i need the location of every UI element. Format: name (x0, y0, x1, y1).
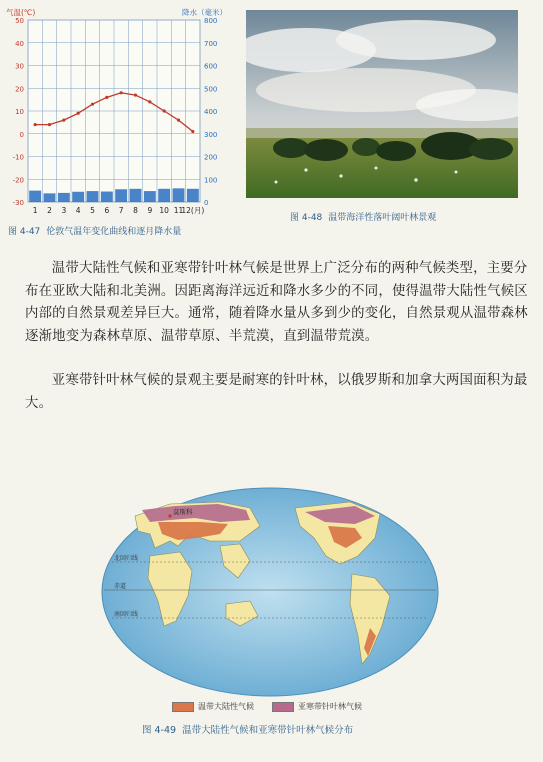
temperature-point (163, 109, 166, 112)
moscow-label: 莫斯科 (173, 508, 193, 516)
precipitation-tick-label: 600 (204, 62, 218, 71)
precipitation-tick-label: 300 (204, 130, 218, 139)
precipitation-tick-label: 500 (204, 85, 218, 94)
precipitation-tick-label: 0 (204, 199, 209, 207)
month-tick-label: 12(月) (181, 206, 205, 215)
moscow-marker (168, 514, 171, 517)
subarctic-label: 亚寒带针叶林气候 (298, 702, 362, 711)
precipitation-bar (58, 193, 70, 202)
tropic-capricorn-label: 南回归线 (114, 611, 139, 618)
world-climate-map (100, 486, 440, 698)
temperature-point (134, 93, 137, 96)
fig47-text: 伦敦气温年变化曲线和逐月降水量 (46, 227, 182, 237)
fig47-caption (8, 224, 181, 237)
london-climate-chart (0, 0, 240, 240)
fig47-number: 图 4-47 (8, 227, 41, 237)
temperature-tick-label: 50 (15, 17, 24, 25)
temperature-tick-label: -30 (12, 199, 24, 207)
temperature-point (77, 112, 80, 115)
body-paragraph-2: 亚寒带针叶林气候的景观主要是耐寒的针叶林，以俄罗斯和加拿大两国面积为最大。 (25, 373, 528, 411)
fig49-caption (142, 722, 353, 736)
month-tick-label: 6 (104, 206, 110, 215)
precipitation-axis-label: 降水（毫米） (182, 8, 227, 17)
precipitation-bar (101, 192, 113, 202)
temperate-continental-label: 温带大陆性气候 (198, 702, 254, 711)
precipitation-bar (173, 188, 185, 202)
precipitation-bar (72, 192, 84, 202)
precipitation-tick-label: 100 (204, 176, 218, 185)
temperature-tick-label: -10 (12, 153, 24, 162)
temperature-point (62, 119, 65, 122)
fig48-number: 图 4-48 (290, 213, 323, 223)
precipitation-bar (44, 193, 56, 202)
temperature-point (120, 91, 123, 94)
precipitation-tick-label: 200 (204, 153, 218, 162)
temperature-point (177, 119, 180, 122)
temperature-tick-label: 10 (15, 108, 24, 116)
tropic-cancer-label: 北回归线 (114, 555, 139, 562)
precipitation-bar (144, 191, 156, 202)
precipitation-tick-label: 400 (204, 108, 218, 116)
month-tick-label: 8 (133, 206, 138, 215)
temperature-tick-label: -20 (12, 176, 24, 185)
month-tick-label: 2 (47, 206, 52, 215)
subarctic-swatch (272, 702, 294, 712)
fig48-caption (290, 210, 436, 223)
legend-temperate-continental (172, 701, 254, 712)
month-tick-label: 3 (61, 206, 67, 215)
legend-subarctic (272, 701, 362, 712)
month-tick-label: 4 (75, 206, 81, 215)
month-tick-label: 7 (118, 206, 124, 215)
body-paragraph-1: 温带大陆性气候和亚寒带针叶林气候是世界上广泛分布的两种气候类型，主要分布在亚欧大陆和北美洲。因距离海洋远近和降水多少的不同，使得温带大陆性气候区内部的自然景观差异巨大。通常，随着降水量从多到少的变化，自然景观从温带森林逐渐地变为森林草原、温带草原、半荒漠，直到温带荒漠。 (25, 261, 528, 344)
precipitation-bar (87, 191, 99, 202)
month-tick-label: 1 (32, 206, 38, 215)
temperature-point (48, 123, 51, 126)
precipitation-tick-label: 800 (204, 17, 218, 25)
temperature-tick-label: 20 (15, 85, 24, 94)
month-tick-label: 5 (90, 206, 95, 215)
landscape-photo (246, 10, 518, 198)
precipitation-bar (187, 189, 199, 202)
month-tick-label: 11 (173, 206, 184, 215)
month-tick-label: 10 (159, 206, 169, 215)
precipitation-bar (115, 189, 127, 202)
temperature-point (105, 96, 108, 99)
temperate-continental-swatch (172, 702, 194, 712)
temperature-point (191, 130, 194, 133)
chart-grid (28, 20, 200, 202)
equator-label: 赤道 (114, 583, 127, 590)
temperature-tick-label: 30 (15, 62, 24, 71)
temperature-point (91, 103, 94, 106)
temperature-point (148, 100, 151, 103)
fig49-text: 温带大陆性气候和亚寒带针叶林气候分布 (182, 725, 354, 736)
temperature-axis-label: 气温(℃) (6, 8, 36, 17)
temperature-tick-label: 40 (15, 39, 24, 48)
precipitation-bar (158, 189, 170, 202)
precipitation-tick-label: 700 (204, 39, 218, 48)
fig48-text: 温带海洋性落叶阔叶林景观 (328, 213, 437, 223)
month-tick-label: 9 (147, 206, 153, 215)
temperature-tick-label: 0 (19, 130, 24, 139)
precipitation-bar (29, 191, 41, 202)
temperature-point (34, 123, 37, 126)
fig49-number: 图 4-49 (142, 725, 177, 736)
precipitation-bar (130, 189, 142, 202)
